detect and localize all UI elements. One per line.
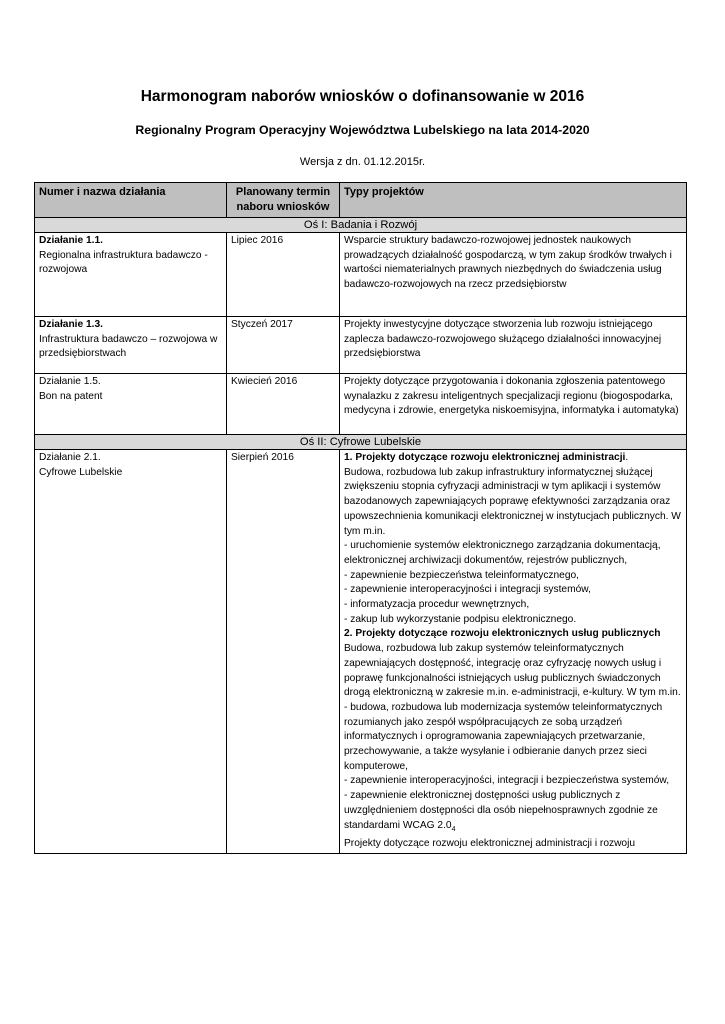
- header-action: Numer i nazwa działania: [35, 183, 227, 218]
- types-cell: [340, 450, 687, 854]
- type1-item: - informatyzacja procedur wewnętrznych,: [344, 599, 530, 611]
- table-row: [35, 374, 687, 435]
- type1-item: - zakup lub wykorzystanie podpisu elektronicznego.: [344, 613, 577, 625]
- term-cell: Kwiecień 2016: [227, 374, 340, 435]
- header-term: Planowany termin naboru wniosków: [227, 183, 340, 218]
- term-cell: Sierpień 2016: [227, 450, 340, 854]
- types-cell: Projekty inwestycyjne dotyczące stworzenia lub rozwoju istniejącego zaplecza badawczo-rozwojowego służącego działalności innowacyjnej przedsiębiorstwa: [340, 317, 687, 374]
- table-row: [35, 233, 687, 317]
- types-cell: Wsparcie struktury badawczo-rozwojowej jednostek naukowych prowadzących działalność gospodarczą, w tym zakup środków trwałych i wartości niematerialnych prawnych niezbędnych do świadczenia usług badawczo-rozwojowych na rzecz przedsiębiorstw: [340, 233, 687, 317]
- action-cell: [35, 450, 227, 854]
- axis-row-2: [35, 435, 687, 450]
- document-version: Wersja z dn. 01.12.2015r.: [299, 156, 426, 168]
- table-row: [35, 450, 687, 854]
- axis-row-1: [35, 218, 687, 233]
- action-name: Cyfrowe Lubelskie: [39, 466, 123, 478]
- type2-heading: 2. Projekty dotyczące rozwoju elektronicznych usług publicznych: [344, 628, 661, 640]
- action-number: Działanie 1.1.: [39, 235, 103, 246]
- action-number: Działanie 1.3.: [39, 319, 103, 330]
- document-subtitle: Regionalny Program Operacyjny Województwa Lubelskiego na lata 2014-2020: [135, 123, 590, 137]
- type2-item: - zapewnienie interoperacyjności, integracji i bezpieczeństwa systemów,: [344, 775, 670, 787]
- type1-body: Budowa, rozbudowa lub zakup infrastruktury informatycznej służącej zwiększeniu stopnia cyfryzacji administracji w tym aplikacji i systemów bazodanowych zapewniających poprawę efektywności zarządzania oraz upowszechnienia komunikacji elektronicznej w instytucjach publicznych. W tym m.in.: [344, 466, 681, 537]
- action-number: Działanie 1.5.: [39, 376, 101, 387]
- type2-item: - zapewnienie elektronicznej dostępności usług publicznych z uwzględnieniem dostępności dla osób niepełnosprawnych zgodnie ze standardami WCAG 2.0: [344, 790, 658, 831]
- action-cell: [35, 233, 227, 317]
- action-cell: [35, 317, 227, 374]
- table-header-row: [35, 183, 687, 218]
- term-cell: Styczeń 2017: [227, 317, 340, 374]
- closing-text: Projekty dotyczące rozwoju elektronicznej administracji i rozwoju: [344, 838, 636, 850]
- schedule-table: [34, 182, 687, 854]
- action-name: Infrastruktura badawczo – rozwojowa w przedsiębiorstwach: [39, 333, 218, 360]
- type2-body: Budowa, rozbudowa lub zakup systemów teleinformatycznych zapewniających dostępność, integrację oraz cyfryzację nowych usług i poprawę funkcjonalności istniejących usług publicznych świadczonych drogą elektroniczną w zakresie m.in. e-administracji, e-kultury. W tym m.in.: [344, 643, 681, 699]
- action-number: Działanie 2.1.: [39, 452, 101, 463]
- type1-heading: 1. Projekty dotyczące rozwoju elektronicznej administracji: [344, 452, 626, 463]
- action-cell: [35, 374, 227, 435]
- table-row: [35, 317, 687, 374]
- document-title: Harmonogram naborów wniosków o dofinansowanie w 2016: [140, 88, 585, 105]
- types-cell: Projekty dotyczące przygotowania i dokonania zgłoszenia patentowego wynalazku z zakresu inteligentnych specjalizacji regionu (biogospodarka, medycyna i zdrowie, energetyka niskoemisyjna, informatyka i automatyka): [340, 374, 687, 435]
- action-name: Bon na patent: [39, 390, 103, 402]
- axis-title-1: Oś I: Badania i Rozwój: [35, 218, 687, 233]
- axis-title-2: Oś II: Cyfrowe Lubelskie: [35, 435, 687, 450]
- type2-item: - budowa, rozbudowa lub modernizacja systemów teleinformatycznych rozumianych jako zespół współpracujących ze sobą urządzeń informatycznych i oprogramowania zapewniających przetwarzanie, przechowywanie, a także wysyłanie i odbieranie danych przez sieci komputerowe,: [344, 701, 663, 772]
- type1-item: - uruchomienie systemów elektronicznego zarządzania dokumentacją, elektronicznej archiwizacji dokumentów, rejestrów publicznych,: [344, 540, 661, 566]
- footnote-mark: 4: [451, 825, 456, 833]
- term-cell: Lipiec 2016: [227, 233, 340, 317]
- header-types: Typy projektów: [340, 183, 687, 218]
- type1-item: - zapewnienie bezpieczeństwa teleinformatycznego,: [344, 569, 580, 581]
- action-name: Regionalna infrastruktura badawczo - rozwojowa: [39, 249, 208, 276]
- type1-item: - zapewnienie interoperacyjności i integracji systemów,: [344, 584, 591, 596]
- type1-heading-end: .: [625, 452, 629, 463]
